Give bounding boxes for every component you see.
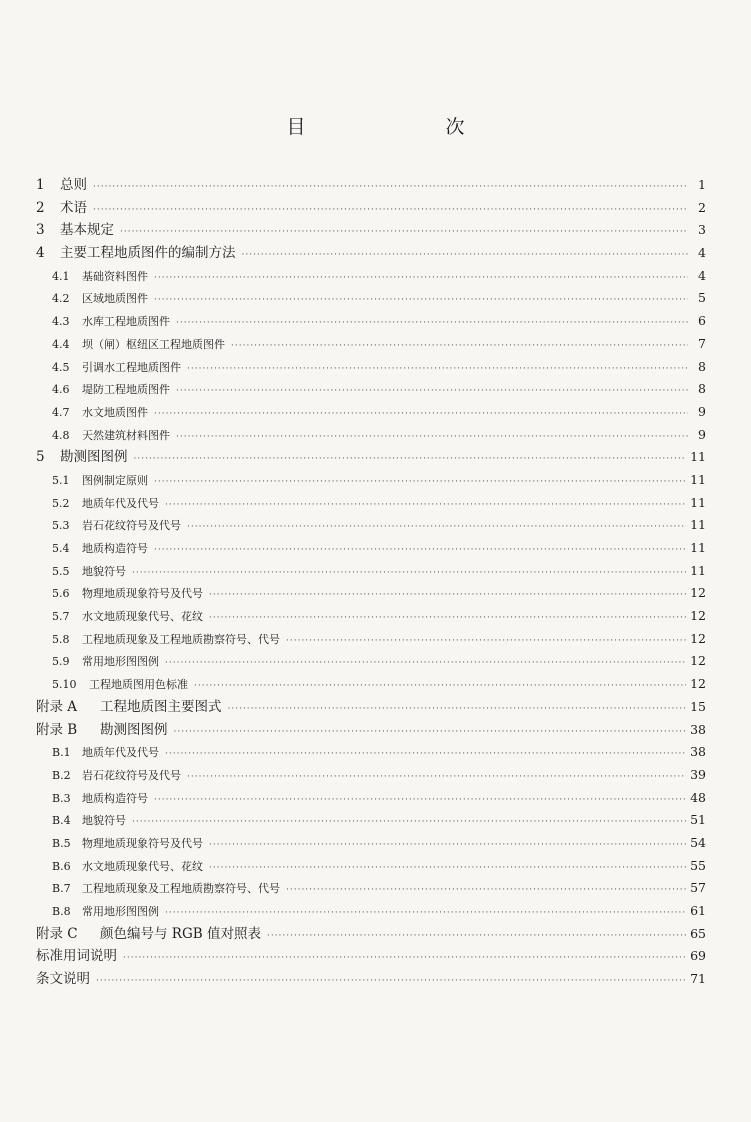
- dot-leader: [228, 698, 687, 721]
- toc-entry-title: 工程地质现象及工程地质勘察符号、代号: [82, 632, 280, 646]
- toc-entry-title: 总则: [60, 177, 87, 193]
- toc-entry-number: 5.3: [52, 519, 70, 533]
- toc-entry[interactable]: [36, 809, 706, 832]
- toc-entry-title: 水库工程地质图件: [82, 315, 170, 329]
- toc-entry-page: 9: [698, 403, 706, 419]
- dot-leader: [134, 448, 687, 471]
- dot-leader: [165, 494, 686, 517]
- toc-entry-title: 岩石花纹符号及代号: [82, 519, 181, 533]
- toc-entry-title: 颜色编号与 RGB 值对照表: [100, 925, 261, 942]
- toc-entry-number: 附录 A: [36, 698, 78, 715]
- toc-entry[interactable]: [36, 650, 706, 673]
- toc-entry-number: 4.3: [52, 315, 70, 329]
- toc-entry-page: 12: [690, 608, 706, 624]
- table-of-contents: [36, 174, 706, 991]
- toc-entry-number: B.3: [52, 791, 71, 805]
- dot-leader: [154, 403, 688, 426]
- toc-entry-number: 5.6: [52, 587, 70, 601]
- toc-entry[interactable]: [36, 605, 706, 628]
- toc-entry[interactable]: [36, 945, 706, 968]
- dot-leader: [209, 584, 686, 607]
- toc-entry-page: 2: [698, 199, 706, 215]
- toc-entry-page: 38: [690, 721, 706, 737]
- toc-entry[interactable]: [36, 197, 706, 220]
- dot-leader: [176, 380, 688, 403]
- toc-entry-title: 堤防工程地质图件: [82, 383, 170, 397]
- dot-leader: [154, 471, 686, 494]
- toc-entry-page: 3: [698, 222, 706, 238]
- toc-entry-page: 61: [690, 903, 706, 918]
- toc-entry-number: 5.9: [52, 655, 70, 669]
- dot-leader: [154, 289, 688, 312]
- toc-entry-title: 水文地质现象代号、花纹: [82, 610, 203, 624]
- toc-entry-page: 15: [690, 698, 706, 714]
- toc-entry-page: 48: [690, 789, 706, 805]
- toc-entry-page: 51: [690, 812, 706, 828]
- toc-entry[interactable]: [36, 378, 706, 401]
- toc-entry[interactable]: [36, 855, 706, 878]
- toc-entry-title: 常用地形图图例: [82, 655, 159, 669]
- toc-entry-number: 5.2: [52, 496, 70, 510]
- toc-entry-page: 12: [690, 653, 706, 669]
- toc-entry-title: 工程地质现象及工程地质勘察符号、代号: [82, 882, 280, 896]
- toc-entry-number: 4.5: [52, 360, 70, 374]
- toc-entry[interactable]: [36, 424, 706, 447]
- toc-entry-title: 区域地质图件: [82, 292, 148, 306]
- toc-entry-number: B.7: [52, 882, 71, 896]
- dot-leader: [187, 358, 688, 381]
- toc-entry[interactable]: [36, 469, 706, 492]
- toc-entry-number: 2: [36, 199, 45, 216]
- toc-entry-page: 11: [690, 449, 706, 465]
- toc-entry-title: 地质年代及代号: [82, 746, 159, 760]
- toc-entry-title: 工程地质图用色标准: [89, 678, 188, 692]
- dot-leader: [132, 811, 686, 834]
- toc-entry-title: 地貌符号: [82, 814, 126, 828]
- toc-entry-number: 5.8: [52, 632, 70, 646]
- dot-leader: [194, 675, 686, 698]
- toc-entry-page: 38: [690, 744, 706, 760]
- page-title: 目 次: [286, 116, 499, 138]
- toc-entry[interactable]: [36, 356, 706, 379]
- dot-leader: [93, 176, 688, 199]
- toc-entry[interactable]: [36, 968, 706, 991]
- toc-entry[interactable]: [36, 764, 706, 787]
- toc-entry[interactable]: [36, 628, 706, 651]
- toc-entry-title: 工程地质图主要图式: [100, 698, 222, 715]
- toc-entry-page: 54: [690, 834, 706, 850]
- toc-entry[interactable]: [36, 877, 706, 900]
- toc-entry-page: 12: [690, 630, 706, 646]
- toc-entry[interactable]: [36, 310, 706, 333]
- toc-entry-number: 3: [36, 222, 45, 239]
- toc-entry-title: 基础资料图件: [82, 269, 148, 283]
- toc-entry-number: 4: [36, 245, 45, 262]
- toc-entry-title: 条文说明: [36, 971, 90, 988]
- dot-leader: [286, 879, 686, 902]
- dot-leader: [176, 312, 688, 335]
- toc-entry-page: 39: [690, 766, 706, 782]
- toc-entry-page: 11: [690, 517, 706, 533]
- toc-entry-title: 基本规定: [60, 222, 114, 239]
- toc-entry-title: 主要工程地质图件的编制方法: [60, 245, 236, 262]
- toc-entry[interactable]: [36, 401, 706, 424]
- toc-entry-title: 水文地质图件: [82, 405, 148, 419]
- dot-leader: [93, 199, 688, 222]
- toc-entry-title: 物理地质现象符号及代号: [82, 587, 203, 601]
- toc-entry-page: 65: [690, 925, 706, 941]
- dot-leader: [165, 652, 686, 675]
- dot-leader: [286, 630, 686, 653]
- dot-leader: [209, 607, 686, 630]
- toc-entry-number: B.4: [52, 814, 71, 828]
- toc-entry[interactable]: [36, 514, 706, 537]
- toc-entry[interactable]: [36, 673, 706, 696]
- toc-entry[interactable]: [36, 492, 706, 515]
- toc-entry[interactable]: [36, 537, 706, 560]
- toc-entry[interactable]: [36, 265, 706, 288]
- toc-entry[interactable]: [36, 174, 706, 197]
- toc-entry-number: 4.1: [52, 269, 70, 283]
- toc-entry-number: B.6: [52, 859, 71, 873]
- dot-leader: [267, 925, 686, 948]
- toc-entry-number: B.8: [52, 905, 71, 918]
- toc-entry-title: 地质年代及代号: [82, 496, 159, 510]
- toc-entry[interactable]: [36, 832, 706, 855]
- toc-entry-page: 8: [698, 381, 706, 397]
- toc-entry-number: 5.1: [52, 473, 70, 487]
- toc-entry-title: 岩石花纹符号及代号: [82, 768, 181, 782]
- dot-leader: [242, 244, 689, 267]
- toc-entry[interactable]: [36, 787, 706, 810]
- toc-entry[interactable]: [36, 719, 706, 742]
- toc-entry-page: 8: [698, 358, 706, 374]
- toc-entry-number: 5.10: [52, 678, 77, 692]
- dot-leader: [165, 902, 686, 925]
- toc-entry-title: 物理地质现象符号及代号: [82, 836, 203, 850]
- toc-entry-title: 勘测图图例: [60, 449, 128, 466]
- dot-leader: [154, 539, 686, 562]
- dot-leader: [154, 789, 686, 812]
- toc-entry-title: 地质构造符号: [82, 542, 148, 555]
- toc-entry[interactable]: [36, 696, 706, 719]
- toc-entry-page: 55: [690, 857, 706, 873]
- dot-leader: [154, 267, 688, 290]
- dot-leader: [187, 766, 686, 789]
- toc-entry-page: 11: [690, 562, 706, 578]
- toc-entry-number: 附录 C: [36, 925, 78, 942]
- dot-leader: [174, 721, 687, 744]
- toc-entry-page: 12: [690, 676, 706, 692]
- toc-entry-title: 勘测图图例: [100, 721, 168, 738]
- toc-entry-page: 69: [690, 948, 706, 964]
- toc-entry[interactable]: [36, 923, 706, 946]
- toc-entry-page: 6: [698, 313, 706, 329]
- toc-entry-number: 4.4: [52, 337, 70, 351]
- toc-entry-number: B.2: [52, 768, 71, 782]
- toc-entry-page: 7: [698, 335, 706, 351]
- toc-entry-page: 5: [698, 290, 706, 306]
- toc-entry-title: 坝（闸）枢纽区工程地质图件: [82, 337, 225, 351]
- toc-entry-title: 标准用词说明: [36, 948, 117, 965]
- toc-entry[interactable]: [36, 560, 706, 583]
- toc-entry-page: 11: [690, 540, 706, 555]
- toc-entry-page: 9: [698, 426, 706, 442]
- toc-entry-number: 4.7: [52, 405, 70, 419]
- toc-entry-title: 引调水工程地质图件: [82, 360, 181, 374]
- dot-leader: [96, 970, 686, 993]
- toc-entry[interactable]: [36, 287, 706, 310]
- toc-entry-number: 5.5: [52, 564, 70, 578]
- toc-entry-title: 图例制定原则: [82, 473, 148, 487]
- toc-entry-number: 4.2: [52, 292, 70, 306]
- toc-entry-title: 水文地质现象代号、花纹: [82, 859, 203, 873]
- toc-entry-page: 71: [690, 971, 706, 987]
- toc-entry-page: 1: [698, 177, 706, 192]
- dot-leader: [231, 335, 688, 358]
- toc-entry-page: 12: [690, 585, 706, 601]
- toc-entry[interactable]: [36, 446, 706, 469]
- toc-entry-page: 4: [698, 245, 706, 261]
- toc-entry-number: 5: [36, 449, 45, 466]
- toc-entry-title: 常用地形图图例: [82, 905, 159, 918]
- toc-entry-number: 1: [36, 177, 45, 193]
- toc-entry-number: 4.6: [52, 383, 70, 397]
- toc-entry[interactable]: [36, 900, 706, 923]
- dot-leader: [132, 562, 686, 585]
- toc-entry-page: 11: [690, 471, 706, 487]
- toc-entry-page: 4: [698, 267, 706, 283]
- toc-entry[interactable]: [36, 219, 706, 242]
- dot-leader: [120, 221, 688, 244]
- dot-leader: [209, 857, 686, 880]
- dot-leader: [209, 834, 686, 857]
- toc-entry-number: B.1: [52, 746, 71, 760]
- dot-leader: [176, 426, 688, 449]
- toc-entry[interactable]: [36, 333, 706, 356]
- toc-entry-number: 附录 B: [36, 721, 78, 738]
- toc-entry-number: 4.8: [52, 428, 70, 442]
- toc-entry[interactable]: [36, 582, 706, 605]
- toc-entry-number: 5.7: [52, 610, 70, 624]
- dot-leader: [165, 743, 686, 766]
- toc-entry-number: 5.4: [52, 542, 70, 555]
- dot-leader: [123, 947, 686, 970]
- toc-entry-title: 天然建筑材料图件: [82, 428, 170, 442]
- toc-entry[interactable]: [36, 741, 706, 764]
- toc-entry-title: 术语: [60, 199, 87, 216]
- toc-entry-title: 地质构造符号: [82, 791, 148, 805]
- toc-entry[interactable]: [36, 242, 706, 265]
- toc-entry-page: 11: [690, 494, 706, 510]
- toc-entry-number: B.5: [52, 836, 71, 850]
- toc-entry-page: 57: [690, 880, 706, 896]
- toc-entry-title: 地貌符号: [82, 564, 126, 578]
- dot-leader: [187, 516, 686, 539]
